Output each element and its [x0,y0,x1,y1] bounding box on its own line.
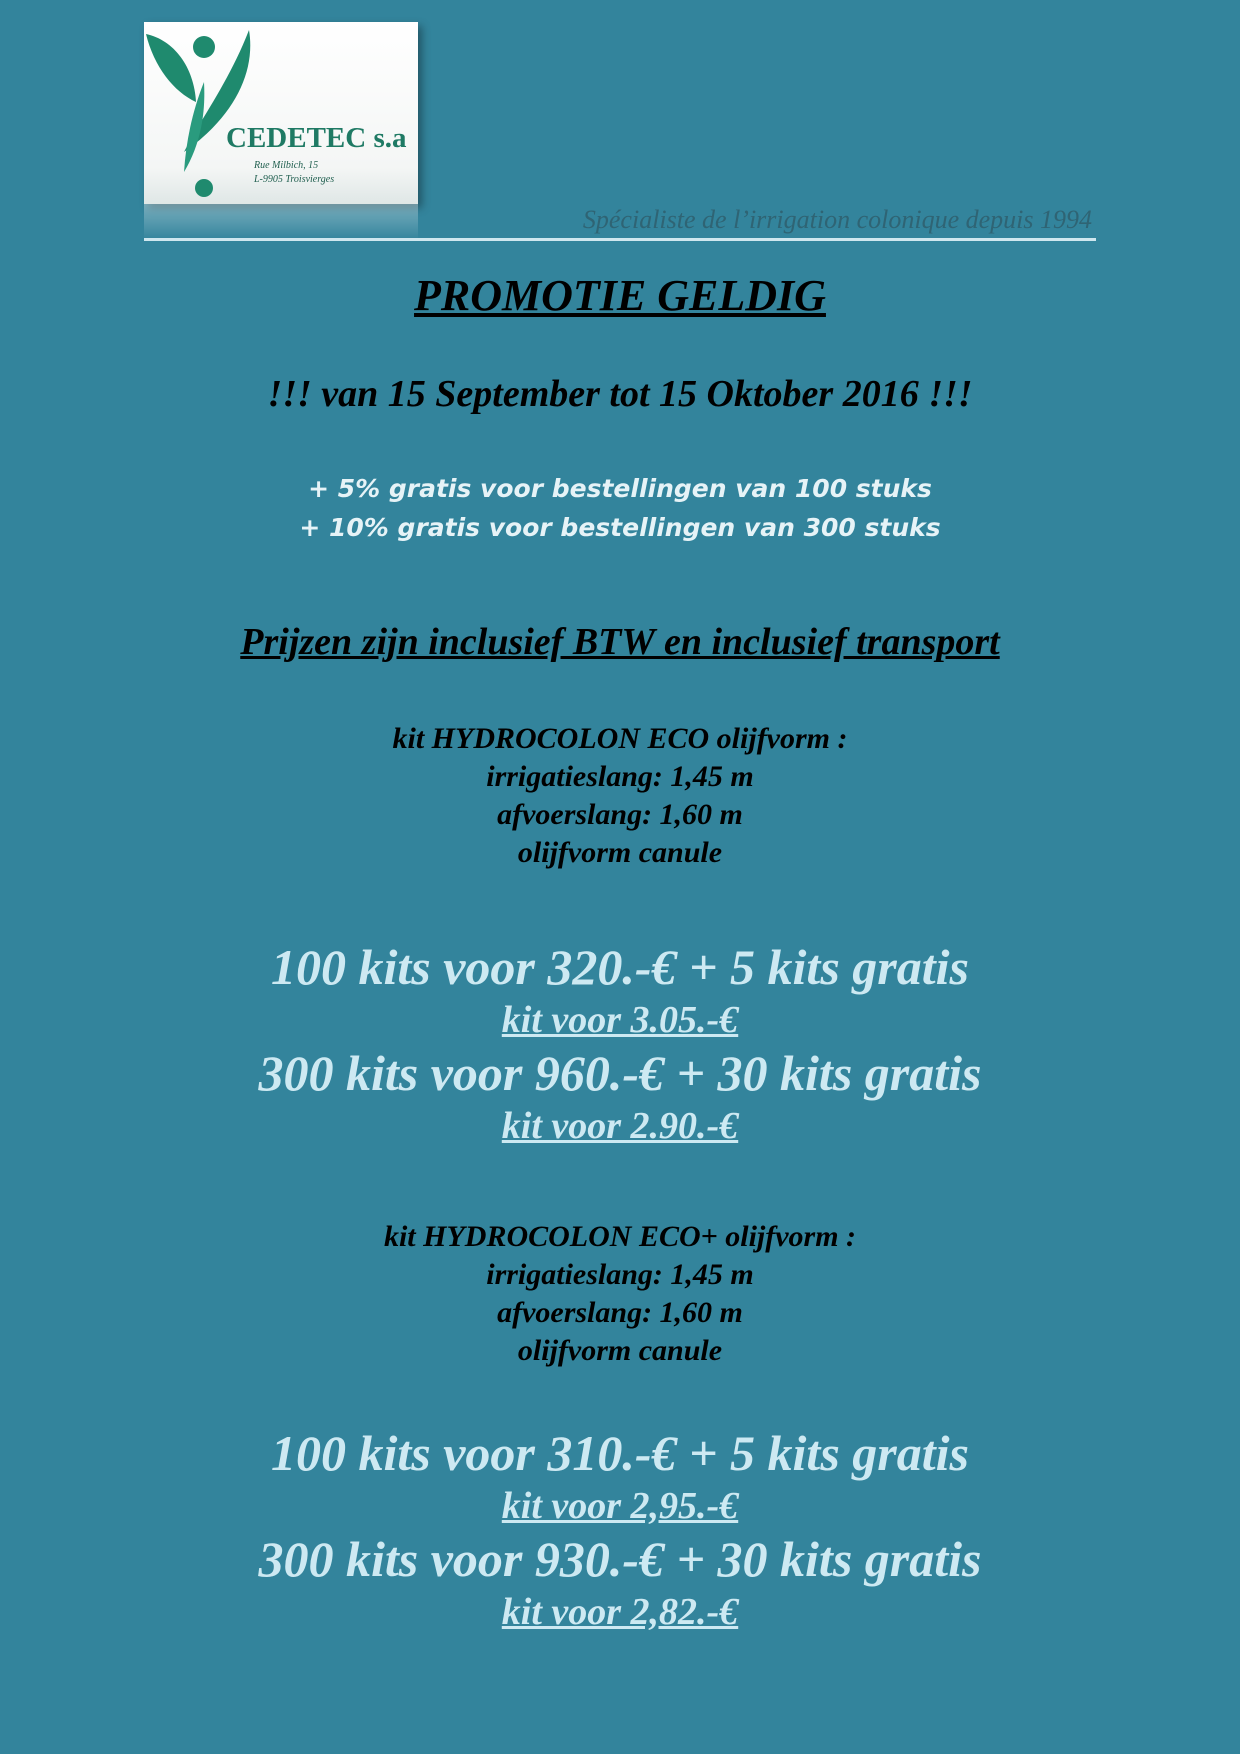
product-2-spec-drain: afvoerslang: 1,60 m [497,1296,743,1329]
logo-address-street: Rue Milbich, 15 [254,160,319,171]
product-1-offer-300: 300 kits voor 960.-€ + 30 kits gratis [258,1045,982,1101]
product-2-spec-canula: olijfvorm canule [517,1334,723,1367]
product-1-unit-price-300: kit voor 2.90.-€ [501,1105,739,1147]
product-2-unit-price-300: kit voor 2,82.-€ [501,1591,739,1633]
bonus-line-300: + 10% gratis voor bestellingen van 300 stuks [299,513,941,542]
logo-address-city: L-9905 Troisvierges [254,174,335,185]
prices-note: Prijzen zijn inclusief BTW en inclusief transport [240,621,1000,663]
product-1-spec-drain: afvoerslang: 1,60 m [497,798,743,831]
promo-title: PROMOTIE GELDIG [414,271,826,320]
product-2-offer-300: 300 kits voor 930.-€ + 30 kits gratis [258,1531,982,1587]
product-2-name: kit HYDROCOLON ECO+ olijfvorm : [383,1220,857,1253]
promo-dates: !!! van 15 September tot 15 Oktober 2016 !!! [267,373,973,415]
figure-leaf-icon [144,22,264,204]
product-2-unit-price-100: kit voor 2,95.-€ [501,1485,739,1527]
logo-company-name: CEDETEC s.a [226,122,407,154]
product-1-offer-100: 100 kits voor 320.-€ + 5 kits gratis [271,939,969,995]
company-logo [144,22,418,204]
logo-reflection [144,204,418,240]
bonus-line-100: + 5% gratis voor bestellingen van 100 stuks [308,474,932,503]
product-1-spec-irrigation: irrigatieslang: 1,45 m [486,760,754,793]
product-2-offer-100: 100 kits voor 310.-€ + 5 kits gratis [271,1425,969,1481]
product-2-spec-irrigation: irrigatieslang: 1,45 m [486,1258,754,1291]
header-divider [144,238,1096,241]
company-tagline: Spécialiste de l’irrigation colonique depuis 1994 [582,205,1092,234]
product-1-unit-price-100: kit voor 3.05.-€ [501,999,739,1041]
product-1-name: kit HYDROCOLON ECO olijfvorm : [392,722,848,755]
product-1-spec-canula: olijfvorm canule [517,836,723,869]
